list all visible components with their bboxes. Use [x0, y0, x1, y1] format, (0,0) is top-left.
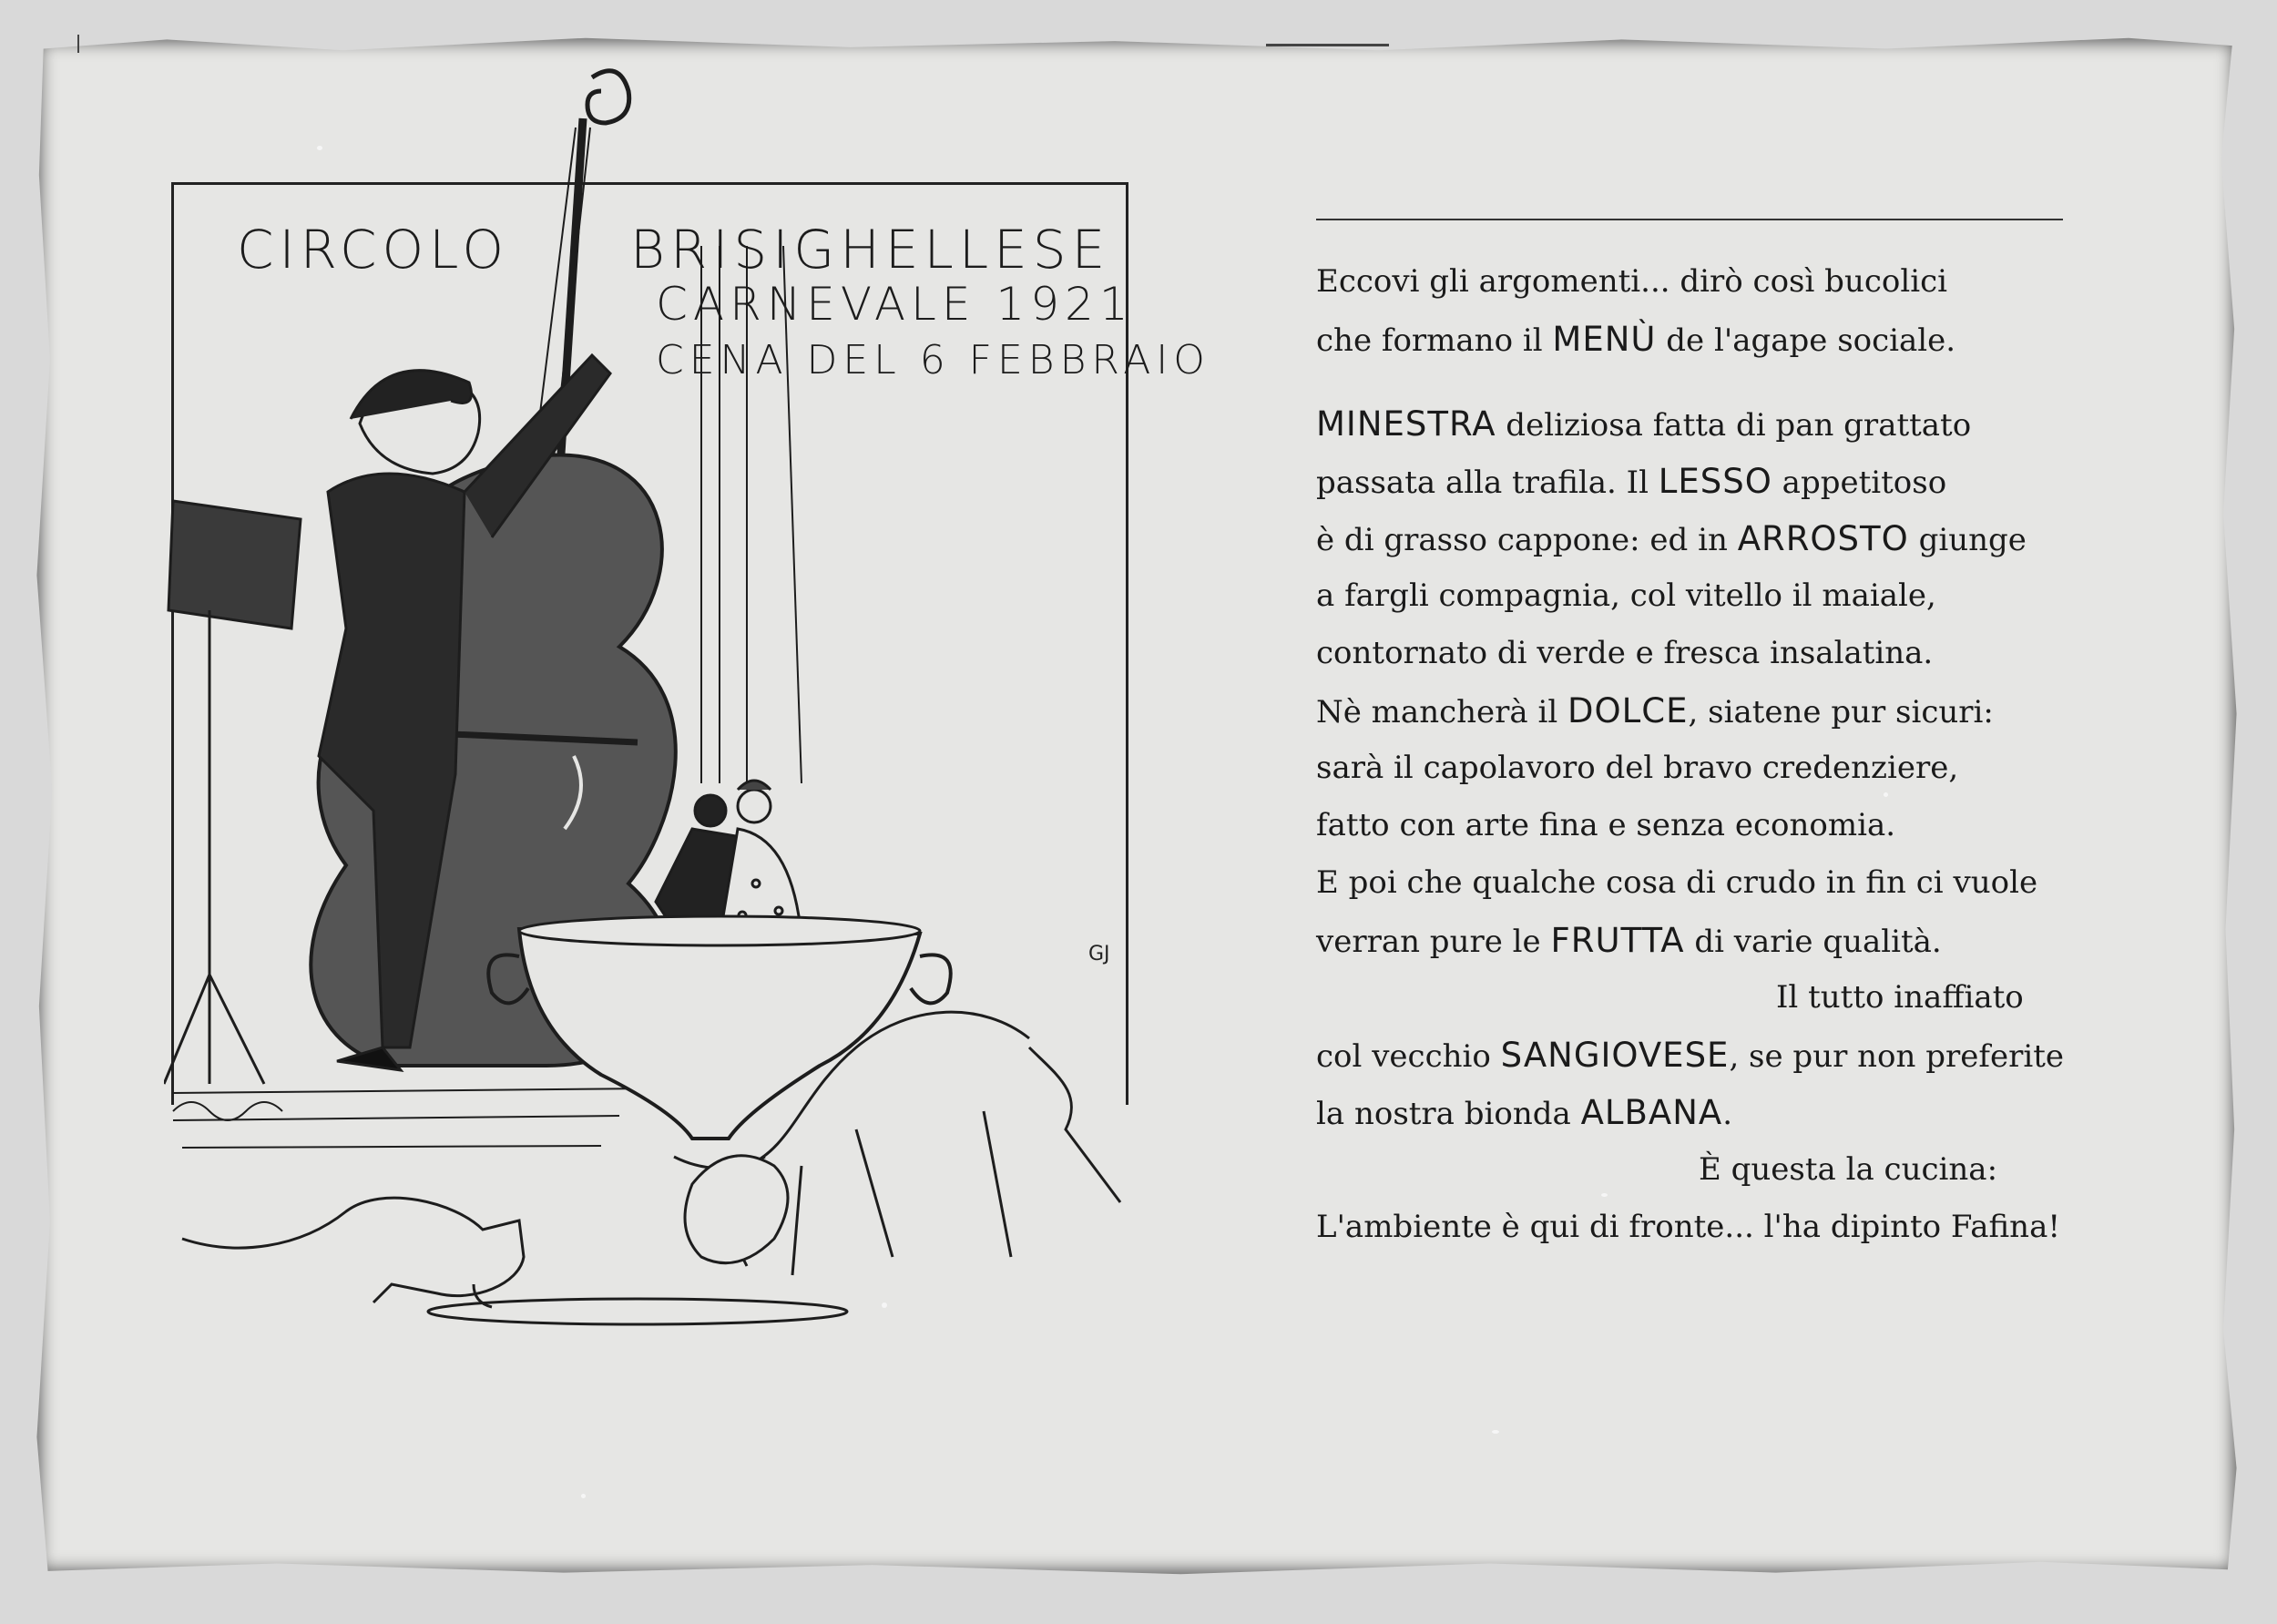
menu-item-name: MINESTRA [1316, 404, 1496, 444]
poem-line: passata alla trafila. Il LESSO appetitoso [1316, 462, 1947, 501]
menu-poem [1316, 253, 2136, 1256]
poem-line: è di grasso cappone: ed in ARROSTO giunge [1316, 519, 2027, 558]
cat-icon [182, 1198, 524, 1307]
menu-item-name: DOLCE [1567, 691, 1689, 730]
poster-title-cena: CENA DEL 6 FEBBRAIO [656, 337, 1210, 383]
menu-item-name: SANGIOVESE [1500, 1036, 1730, 1075]
poem-line: verran pure le FRUTTA di varie qualità. [1316, 921, 1942, 960]
poster-title-brisighellese: BRISIGHELLESE [630, 219, 1111, 281]
poem-line: fatto con arte fina e senza economia. [1316, 807, 1896, 843]
poem-line: sarà il capolavoro del bravo credenziere, [1316, 750, 1959, 786]
poem-line: col vecchio SANGIOVESE, se pur non preferite [1316, 1036, 2064, 1075]
poem-line: Il tutto inaffiato [1776, 979, 2024, 1016]
menu-item-name: MENÙ [1552, 320, 1657, 359]
menu-item-name: ARROSTO [1737, 519, 1909, 558]
header-rule [1316, 219, 2063, 220]
stanza-gap [1316, 368, 2136, 395]
poem-line: E poi che qualche cosa di crudo in fin ci vuole [1316, 864, 2038, 901]
floor-dish-icon [428, 1299, 847, 1324]
poem-line: Eccovi gli argomenti... dirò così bucolici [1316, 263, 1948, 300]
menu-item-name: LESSO [1658, 462, 1772, 501]
menu-item-name: FRUTTA [1550, 921, 1685, 960]
poem-line: L'ambiente è qui di fronte... l'ha dipinto Fafina! [1316, 1209, 2060, 1245]
dancing-puppets-icon [656, 781, 802, 938]
poem-line: contornato di verde e fresca insalatina. [1316, 635, 1934, 671]
artist-monogram: GJ [1088, 943, 1110, 965]
poster-illustration [164, 64, 1239, 1339]
poem-line: a fargli compagnia, col vitello il maiale, [1316, 577, 1936, 614]
poem-line: MINESTRA deliziosa fatta di pan grattato [1316, 404, 1972, 444]
poem-line: che formano il MENÙ de l'agape sociale. [1316, 320, 1956, 359]
poem-line: la nostra bionda ALBANA. [1316, 1093, 1733, 1132]
poem-line: Nè mancherà il DOLCE, siatene pur sicuri: [1316, 691, 1994, 730]
music-stand-icon [164, 501, 301, 1084]
paper-speck [1492, 1430, 1499, 1434]
poster-title-circolo: CIRCOLO [237, 219, 510, 281]
poem-line: È questa la cucina: [1699, 1151, 1998, 1188]
poster-title-carnevale: CARNEVALE 1921 [656, 278, 1134, 331]
top-mark [1266, 44, 1389, 46]
corner-mark [77, 35, 79, 53]
menu-item-name: ALBANA [1580, 1093, 1723, 1132]
stage-floor-icon [173, 1088, 656, 1148]
paper-speck [581, 1494, 586, 1498]
